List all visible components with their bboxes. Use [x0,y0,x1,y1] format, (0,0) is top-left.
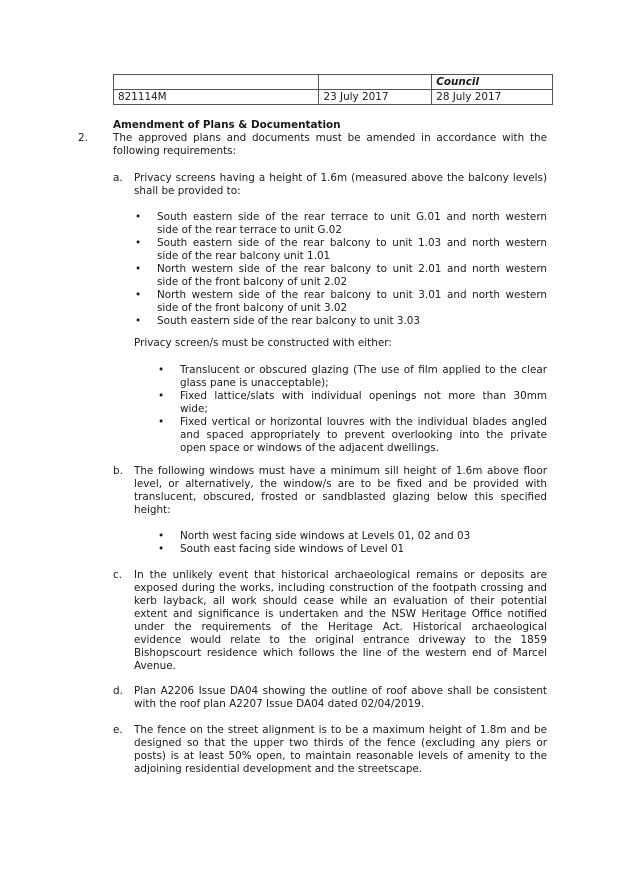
text-line: adjoining residential development and the streetscape. [134,763,423,775]
section-number: 2. [78,132,88,144]
list-item [158,390,547,416]
item-d-text [134,685,547,711]
text-line: The fence on the street alignment is to be a maximum height of 1.8m and be [134,724,547,736]
text-line: following requirements: [113,145,237,157]
text-line: South east facing side windows of Level 01 [180,543,405,555]
list-item [158,543,547,556]
list-item [135,315,547,328]
text-line: open space or windows of the adjacent dwellings. [180,442,440,454]
bullet-icon: • [158,530,165,542]
text-line: and spaced appropriately to prevent overlooking into the private [180,429,547,441]
list-item [158,530,547,543]
text-line: Privacy screens having a height of 1.6m (measured above the balcony levels) [134,172,547,184]
text-line: Plan A2206 Issue DA04 showing the outline of roof above shall be consistent [134,685,547,697]
dates-table [113,74,553,105]
table-cell: 23 July 2017 [319,90,432,105]
text-line: South eastern side of the rear balcony to unit 3.03 [157,315,421,327]
list-item [158,416,547,455]
table-row [114,90,553,105]
bullet-icon: • [135,237,142,249]
item-b-label: b. [113,465,123,477]
section-heading: Amendment of Plans & Documentation [113,119,341,131]
text-line: shall be provided to: [134,185,241,197]
section-intro [113,132,547,158]
list-item [135,289,547,315]
text-line: Translucent or obscured glazing (The use of film applied to the clear [180,364,547,376]
text-line: Fixed lattice/slats with individual openings not more than 30mm [180,390,547,402]
bullet-icon: • [158,416,165,428]
table-header-cell: Council [432,75,553,90]
text-line: under the requirements of the Heritage Act. Historical archaeological [134,621,547,633]
text-line: side of the rear balcony unit 1.01 [157,250,331,262]
text-line: level, or alternatively, the window/s are to be fixed and be provided with [134,478,547,490]
text-line: North west facing side windows at Levels 01, 02 and 03 [180,530,471,542]
text-line: The approved plans and documents must be amended in accordance with the [113,132,547,144]
list-item [135,263,547,289]
list-item [135,237,547,263]
text-line: kerb layback, all work should cease while an evaluation of their potential [134,595,547,607]
privacy-screen-list [135,211,547,328]
list-item [158,364,547,390]
list-item [135,211,547,237]
text-line: designed so that the upper two thirds of the fence (excluding any piers or [134,737,547,749]
bullet-icon: • [158,543,165,555]
text-line: Bishopscourt residence which follows the line of the western end of Marcel [134,647,547,659]
table-cell: 28 July 2017 [432,90,553,105]
item-a-label: a. [113,172,123,184]
bullet-icon: • [135,315,142,327]
construction-options-list [158,364,547,455]
windows-list [158,530,547,556]
item-a-text [134,172,547,198]
text-line: side of the front balcony of unit 3.02 [157,302,348,314]
table-cell: 821114M [114,90,319,105]
text-line: wide; [180,403,208,415]
text-line: North western side of the rear balcony to unit 2.01 and north western [157,263,547,275]
text-line: North western side of the rear balcony to unit 3.01 and north western [157,289,547,301]
item-b-text [134,465,547,517]
item-e-text [134,724,547,776]
table-header-row [114,75,553,90]
item-c-text [134,569,547,673]
text-line: South eastern side of the rear balcony to unit 1.03 and north western [157,237,547,249]
bullet-icon: • [135,211,142,223]
bullet-icon: • [158,364,165,376]
bullet-icon: • [135,263,142,275]
text-line: extent and significance is undertaken and the NSW Heritage Office notified [134,608,547,620]
construct-intro: Privacy screen/s must be constructed with either: [134,337,392,349]
table-header-cell [319,75,432,90]
item-e-label: e. [113,724,123,736]
text-line: The following windows must have a minimum sill height of 1.6m above floor [134,465,547,477]
bullet-icon: • [158,390,165,402]
text-line: glass pane is unacceptable); [180,377,329,389]
item-c-label: c. [113,569,123,581]
table-header-cell [114,75,319,90]
text-line: with the roof plan A2207 Issue DA04 dated 02/04/2019. [134,698,425,710]
text-line: height: [134,504,171,516]
text-line: posts) is at least 50% open, to maintain reasonable levels of amenity to the [134,750,547,762]
text-line: Avenue. [134,660,176,672]
item-d-label: d. [113,685,123,697]
text-line: side of the rear terrace to unit G.02 [157,224,342,236]
text-line: translucent, obscured, frosted or sandblasted glazing below this specified [134,491,547,503]
text-line: exposed during the works, including construction of the footpath crossing and [134,582,547,594]
text-line: South eastern side of the rear terrace to unit G.01 and north western [157,211,547,223]
bullet-icon: • [135,289,142,301]
text-line: Fixed vertical or horizontal louvres with the individual blades angled [180,416,547,428]
text-line: evidence would relate to the original entrance driveway to the 1859 [134,634,547,646]
text-line: side of the front balcony of unit 2.02 [157,276,348,288]
text-line: In the unlikely event that historical archaeological remains or deposits are [134,569,547,581]
